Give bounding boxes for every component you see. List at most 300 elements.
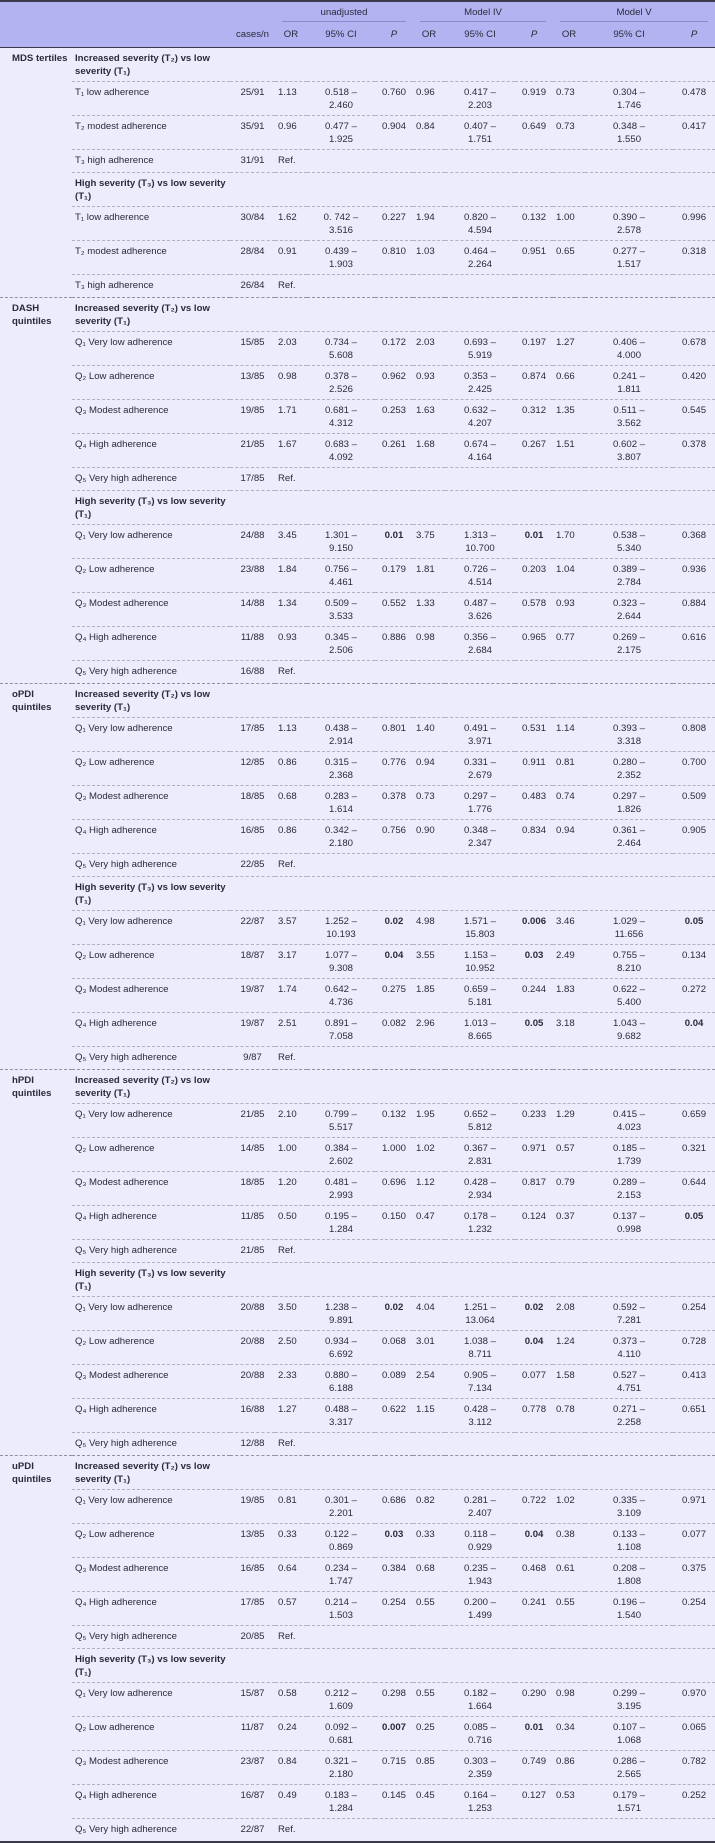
row-label: Q₃ Modest adherence [72, 400, 230, 434]
subsection-heading: Increased severity (T₂) vs low severity (T₁) [72, 1456, 230, 1490]
odds-ratio: 1.74 [275, 979, 307, 1013]
ci-cell [307, 434, 375, 468]
ci-cell [585, 820, 673, 854]
odds-ratio: 1.40 [413, 718, 445, 752]
subsection-heading-row [0, 684, 715, 718]
empty-cell [307, 468, 375, 491]
ci-value: 0.335 – 3.109 [613, 1495, 646, 1519]
empty-cell [553, 661, 585, 684]
odds-ratio: 3.46 [553, 911, 585, 945]
empty-cell [673, 661, 715, 684]
odds-ratio: 1.12 [413, 1172, 445, 1206]
empty-cell [585, 1240, 673, 1263]
row-label: Q₃ Modest adherence [72, 1365, 230, 1399]
ci-value: 0.681 – 4.312 [324, 405, 357, 429]
ci-value: 1.251 – 13.064 [464, 1302, 497, 1326]
col-or: OR [275, 22, 307, 48]
ci-cell [445, 1785, 515, 1819]
p-value: 0.254 [375, 1592, 413, 1626]
ci-value: 1.571 – 15.803 [464, 916, 497, 940]
empty-cell [230, 684, 715, 718]
ci-value: 0.303 – 2.359 [464, 1756, 497, 1780]
odds-ratio: 1.71 [275, 400, 307, 434]
ci-cell [445, 332, 515, 366]
ci-cell [445, 366, 515, 400]
subsection-heading: High severity (T₃) vs low severity (T₁) [72, 173, 230, 207]
odds-ratio: 0.91 [275, 241, 307, 275]
ci-cell [307, 979, 375, 1013]
p-value: 0.05 [673, 911, 715, 945]
empty-cell [553, 1626, 585, 1649]
odds-ratio: 1.13 [275, 82, 307, 116]
ci-value: 0.283 – 1.614 [324, 791, 357, 815]
empty-cell [375, 1240, 413, 1263]
ci-cell [585, 559, 673, 593]
ci-value: 0.378 – 2.526 [324, 371, 357, 395]
odds-ratio: 0.49 [275, 1785, 307, 1819]
subsection-heading-row [0, 1649, 715, 1683]
odds-ratio: 1.33 [413, 593, 445, 627]
ci-value: 0.509 – 3.533 [324, 598, 357, 622]
empty-cell [307, 275, 375, 298]
table-row [0, 854, 715, 877]
odds-ratio: 0.61 [553, 1558, 585, 1592]
ci-value: 1.313 – 10.700 [464, 530, 497, 554]
ci-value: 0.488 – 3.317 [324, 1404, 357, 1428]
col-ci: 95% CI [585, 22, 673, 48]
odds-ratio: 0.98 [413, 627, 445, 661]
odds-ratio: 0.47 [413, 1206, 445, 1240]
odds-ratio: 1.62 [275, 207, 307, 241]
p-value: 0.312 [515, 400, 553, 434]
table-row [0, 1683, 715, 1717]
subsection-heading-row [0, 173, 715, 207]
odds-ratio: 0.25 [413, 1717, 445, 1751]
odds-ratio: 1.27 [553, 332, 585, 366]
ci-cell [445, 82, 515, 116]
odds-ratio: 0.55 [413, 1683, 445, 1717]
p-value: 0.068 [375, 1331, 413, 1365]
reference-label: Ref. [275, 661, 307, 684]
ci-cell [307, 1683, 375, 1717]
p-value: 0.996 [673, 207, 715, 241]
empty-cell [413, 1433, 445, 1456]
p-value: 0.05 [673, 1206, 715, 1240]
p-value: 0.378 [673, 434, 715, 468]
ci-value: 0.271 – 2.258 [613, 1404, 646, 1428]
ci-cell [307, 593, 375, 627]
ci-value: 0.304 – 1.746 [613, 87, 646, 111]
subsection-heading: High severity (T₃) vs low severity (T₁) [72, 1263, 230, 1297]
odds-ratio: 0.96 [275, 116, 307, 150]
empty-cell [307, 1433, 375, 1456]
cases-n: 16/88 [230, 1399, 275, 1433]
ci-cell [307, 1206, 375, 1240]
table-header [0, 1, 715, 48]
p-value: 0.01 [515, 525, 553, 559]
p-value: 0.089 [375, 1365, 413, 1399]
cases-n: 31/91 [230, 150, 275, 173]
subsection-heading: Increased severity (T₂) vs low severity (T₁) [72, 48, 230, 82]
p-value: 0.749 [515, 1751, 553, 1785]
cases-n: 13/85 [230, 366, 275, 400]
row-label: Q₂ Low adherence [72, 1331, 230, 1365]
subsection-heading-row [0, 298, 715, 332]
p-value: 0.468 [515, 1558, 553, 1592]
empty-cell [230, 48, 715, 82]
empty-cell [515, 150, 553, 173]
ci-cell [585, 1297, 673, 1331]
cases-n: 19/87 [230, 1013, 275, 1047]
p-value: 0.04 [375, 945, 413, 979]
ci-cell [445, 525, 515, 559]
odds-ratio: 1.81 [413, 559, 445, 593]
ci-value: 0.356 – 2.684 [464, 632, 497, 656]
ci-cell [445, 1365, 515, 1399]
odds-ratio: 0.81 [275, 1490, 307, 1524]
table-row [0, 1206, 715, 1240]
empty-cell [413, 1047, 445, 1070]
ci-value: 0.390 – 2.578 [613, 212, 646, 236]
p-value: 0.509 [673, 786, 715, 820]
ci-value: 0.693 – 5.919 [464, 337, 497, 361]
ci-cell [307, 945, 375, 979]
p-value: 0.03 [515, 945, 553, 979]
p-value: 0.082 [375, 1013, 413, 1047]
odds-ratio: 1.58 [553, 1365, 585, 1399]
ci-value: 0.491 – 3.971 [464, 723, 497, 747]
odds-ratio: 0.93 [413, 366, 445, 400]
ci-value: 0.511 – 3.562 [613, 405, 645, 429]
subsection-heading-row [0, 48, 715, 82]
p-value: 0.077 [673, 1524, 715, 1558]
row-label: Q₅ Very high adherence [72, 854, 230, 877]
empty-cell [413, 1626, 445, 1649]
row-label: Q₁ Very low adherence [72, 718, 230, 752]
p-value: 0.132 [375, 1104, 413, 1138]
ci-value: 0.415 – 4.023 [613, 1109, 646, 1133]
reference-label: Ref. [275, 1626, 307, 1649]
odds-ratio: 2.10 [275, 1104, 307, 1138]
empty-cell [515, 468, 553, 491]
ci-value: 0.277 – 1.517 [613, 246, 646, 270]
p-value: 1.000 [375, 1138, 413, 1172]
ci-cell [307, 1717, 375, 1751]
p-value: 0.03 [375, 1524, 413, 1558]
odds-ratio: 1.04 [553, 559, 585, 593]
odds-ratio: 1.02 [553, 1490, 585, 1524]
row-label: Q₅ Very high adherence [72, 1047, 230, 1070]
odds-ratio: 0.73 [413, 786, 445, 820]
reference-label: Ref. [275, 1819, 307, 1843]
odds-ratio: 1.68 [413, 434, 445, 468]
odds-ratio: 0.33 [413, 1524, 445, 1558]
ci-value: 0.602 – 3.807 [613, 439, 646, 463]
ci-value: 0.393 – 3.318 [613, 723, 646, 747]
ci-value: 0.367 – 2.831 [464, 1143, 497, 1167]
empty-cell [307, 854, 375, 877]
odds-ratio: 0.24 [275, 1717, 307, 1751]
row-label: Q₅ Very high adherence [72, 468, 230, 491]
empty-cell [673, 1626, 715, 1649]
p-value: 0.01 [375, 525, 413, 559]
p-value: 0.04 [673, 1013, 715, 1047]
empty-cell [553, 150, 585, 173]
ci-value: 0.118 – 0.929 [464, 1529, 496, 1553]
empty-cell [307, 150, 375, 173]
ci-value: 0.353 – 2.425 [464, 371, 497, 395]
p-value: 0.834 [515, 820, 553, 854]
odds-ratio: 0.98 [553, 1683, 585, 1717]
ci-value: 0.799 – 5.517 [324, 1109, 357, 1133]
ci-value: 0.321 – 2.180 [324, 1756, 357, 1780]
odds-ratio: 4.98 [413, 911, 445, 945]
p-value: 0.715 [375, 1751, 413, 1785]
empty-cell [413, 150, 445, 173]
header-blank [0, 22, 230, 48]
ci-value: 0.137 – 0.998 [613, 1211, 646, 1235]
empty-cell [413, 1819, 445, 1843]
p-value: 0.261 [375, 434, 413, 468]
empty-cell [673, 1047, 715, 1070]
odds-ratio: 1.67 [275, 434, 307, 468]
ci-cell [585, 366, 673, 400]
ci-cell [585, 1785, 673, 1819]
ci-cell [585, 1558, 673, 1592]
p-value: 0.420 [673, 366, 715, 400]
ci-value: 0.133 – 1.108 [613, 1529, 646, 1553]
empty-cell [375, 661, 413, 684]
reference-label: Ref. [275, 468, 307, 491]
p-value: 0.962 [375, 366, 413, 400]
table-row [0, 1331, 715, 1365]
empty-cell [585, 468, 673, 491]
p-value: 0.318 [673, 241, 715, 275]
row-label: Q₅ Very high adherence [72, 1240, 230, 1263]
ci-cell [445, 1717, 515, 1751]
odds-ratio: 0.86 [275, 752, 307, 786]
ci-value: 0.417 – 2.203 [464, 87, 497, 111]
ci-cell [307, 1331, 375, 1365]
cases-n: 13/85 [230, 1524, 275, 1558]
cases-n: 21/85 [230, 1240, 275, 1263]
ci-value: 0.331 – 2.679 [464, 757, 497, 781]
ci-value: 0.439 – 1.903 [324, 246, 357, 270]
ci-cell [445, 1558, 515, 1592]
table-row [0, 1626, 715, 1649]
p-value: 0.197 [515, 332, 553, 366]
ci-cell [585, 116, 673, 150]
ci-value: 0.301 – 2.201 [324, 1495, 357, 1519]
row-label: Q₁ Very low adherence [72, 332, 230, 366]
odds-ratio: 0.58 [275, 1683, 307, 1717]
ci-cell [585, 1717, 673, 1751]
ci-value: 0.297 – 1.776 [464, 791, 497, 815]
odds-ratio: 0.93 [275, 627, 307, 661]
ci-cell [585, 945, 673, 979]
row-label: Q₁ Very low adherence [72, 1683, 230, 1717]
ci-cell [307, 1297, 375, 1331]
subsection-heading: High severity (T₃) vs low severity (T₁) [72, 1649, 230, 1683]
p-value: 0.970 [673, 1683, 715, 1717]
ci-value: 0.281 – 2.407 [464, 1495, 497, 1519]
p-value: 0.384 [375, 1558, 413, 1592]
col-ci: 95% CI [307, 22, 375, 48]
empty-cell [553, 1047, 585, 1070]
ci-cell [445, 1206, 515, 1240]
ci-value: 1.029 – 11.656 [613, 916, 646, 940]
ci-value: 0.092 – 0.681 [324, 1722, 357, 1746]
p-value: 0.782 [673, 1751, 715, 1785]
cases-n: 20/85 [230, 1626, 275, 1649]
odds-ratio: 2.03 [413, 332, 445, 366]
ci-value: 0.438 – 2.914 [324, 723, 357, 747]
p-value: 0.886 [375, 627, 413, 661]
ci-value: 0.726 – 4.514 [464, 564, 497, 588]
col-or: OR [553, 22, 585, 48]
row-label: Q₃ Modest adherence [72, 979, 230, 1013]
odds-ratio: 1.51 [553, 434, 585, 468]
ci-cell [445, 1138, 515, 1172]
row-label: Q₁ Very low adherence [72, 525, 230, 559]
cases-n: 19/87 [230, 979, 275, 1013]
odds-ratio: 1.27 [275, 1399, 307, 1433]
ci-cell [307, 366, 375, 400]
ci-cell [307, 82, 375, 116]
empty-cell [515, 1433, 553, 1456]
p-value: 0.077 [515, 1365, 553, 1399]
empty-cell [230, 1456, 715, 1490]
empty-cell [307, 1626, 375, 1649]
ci-value: 0.659 – 5.181 [464, 984, 497, 1008]
row-label: Q₁ Very low adherence [72, 911, 230, 945]
ci-value: 0.212 – 1.609 [324, 1688, 357, 1712]
table-row [0, 1785, 715, 1819]
cases-n: 18/87 [230, 945, 275, 979]
ci-cell [307, 627, 375, 661]
table-row [0, 979, 715, 1013]
ci-cell [445, 627, 515, 661]
odds-ratio: 2.03 [275, 332, 307, 366]
p-value: 0.965 [515, 627, 553, 661]
table-row [0, 1399, 715, 1433]
ci-cell [307, 1558, 375, 1592]
p-value: 0.272 [673, 979, 715, 1013]
ci-cell [307, 559, 375, 593]
row-label: Q₁ Very low adherence [72, 1490, 230, 1524]
group-label: MDS tertiles [0, 48, 72, 298]
ci-value: 0.235 – 1.943 [464, 1563, 497, 1587]
empty-cell [673, 1819, 715, 1843]
p-value: 0.01 [515, 1717, 553, 1751]
ci-value: 1.153 – 10.952 [464, 950, 497, 974]
odds-ratio: 0.78 [553, 1399, 585, 1433]
ci-cell [445, 1013, 515, 1047]
empty-cell [553, 468, 585, 491]
ci-cell [445, 1399, 515, 1433]
odds-ratio: 1.00 [275, 1138, 307, 1172]
ci-cell [585, 911, 673, 945]
model-header-model-v: Model V [553, 1, 715, 22]
p-value: 0.375 [673, 1558, 715, 1592]
p-value: 0.02 [375, 911, 413, 945]
p-value: 0.659 [673, 1104, 715, 1138]
row-label: Q₂ Low adherence [72, 559, 230, 593]
empty-cell [553, 1819, 585, 1843]
p-value: 0.368 [673, 525, 715, 559]
odds-ratio: 3.17 [275, 945, 307, 979]
table-row [0, 1138, 715, 1172]
odds-ratio: 0.94 [413, 752, 445, 786]
empty-cell [375, 1047, 413, 1070]
cases-n: 25/91 [230, 82, 275, 116]
p-value: 0.02 [515, 1297, 553, 1331]
row-label: T₁ low adherence [72, 82, 230, 116]
ci-cell [307, 332, 375, 366]
odds-ratio: 2.51 [275, 1013, 307, 1047]
odds-ratio: 0.79 [553, 1172, 585, 1206]
odds-ratio: 3.50 [275, 1297, 307, 1331]
empty-cell [673, 1433, 715, 1456]
cases-n: 19/85 [230, 1490, 275, 1524]
ci-cell [445, 1683, 515, 1717]
ci-cell [585, 1751, 673, 1785]
row-label: Q₂ Low adherence [72, 1524, 230, 1558]
empty-cell [585, 275, 673, 298]
empty-cell [585, 661, 673, 684]
p-value: 0.065 [673, 1717, 715, 1751]
p-value: 0.478 [673, 82, 715, 116]
subsection-heading: Increased severity (T₂) vs low severity (T₁) [72, 684, 230, 718]
ci-value: 0.342 – 2.180 [324, 825, 357, 849]
odds-ratio: 1.35 [553, 400, 585, 434]
odds-ratio: 0.85 [413, 1751, 445, 1785]
ci-cell [585, 627, 673, 661]
ci-value: 0.345 – 2.506 [324, 632, 357, 656]
ci-value: 0.642 – 4.736 [324, 984, 357, 1008]
odds-ratio: 0.73 [553, 82, 585, 116]
ci-value: 1.038 – 8.711 [464, 1336, 497, 1360]
ci-value: 0.592 – 7.281 [613, 1302, 646, 1326]
empty-cell [445, 854, 515, 877]
empty-cell [230, 491, 715, 525]
cases-n: 12/88 [230, 1433, 275, 1456]
empty-cell [585, 854, 673, 877]
odds-ratio: 0.86 [275, 820, 307, 854]
p-value: 0.253 [375, 400, 413, 434]
group-label: oPDI quintiles [0, 684, 72, 1070]
p-value: 0.298 [375, 1683, 413, 1717]
odds-ratio: 0.45 [413, 1785, 445, 1819]
ci-cell [445, 752, 515, 786]
ci-value: 0.234 – 1.747 [324, 1563, 357, 1587]
table-row [0, 366, 715, 400]
ci-cell [585, 593, 673, 627]
ci-cell [445, 116, 515, 150]
ci-cell [307, 1524, 375, 1558]
p-value: 0.649 [515, 116, 553, 150]
row-label: T₁ low adherence [72, 207, 230, 241]
ci-value: 0.122 – 0.869 [324, 1529, 357, 1553]
odds-ratio: 1.03 [413, 241, 445, 275]
ci-cell [307, 820, 375, 854]
cases-n: 16/85 [230, 820, 275, 854]
ci-value: 0.632 – 4.207 [464, 405, 497, 429]
p-value: 0.817 [515, 1172, 553, 1206]
p-value: 0.756 [375, 820, 413, 854]
odds-ratio: 0.84 [275, 1751, 307, 1785]
cases-n: 20/88 [230, 1297, 275, 1331]
